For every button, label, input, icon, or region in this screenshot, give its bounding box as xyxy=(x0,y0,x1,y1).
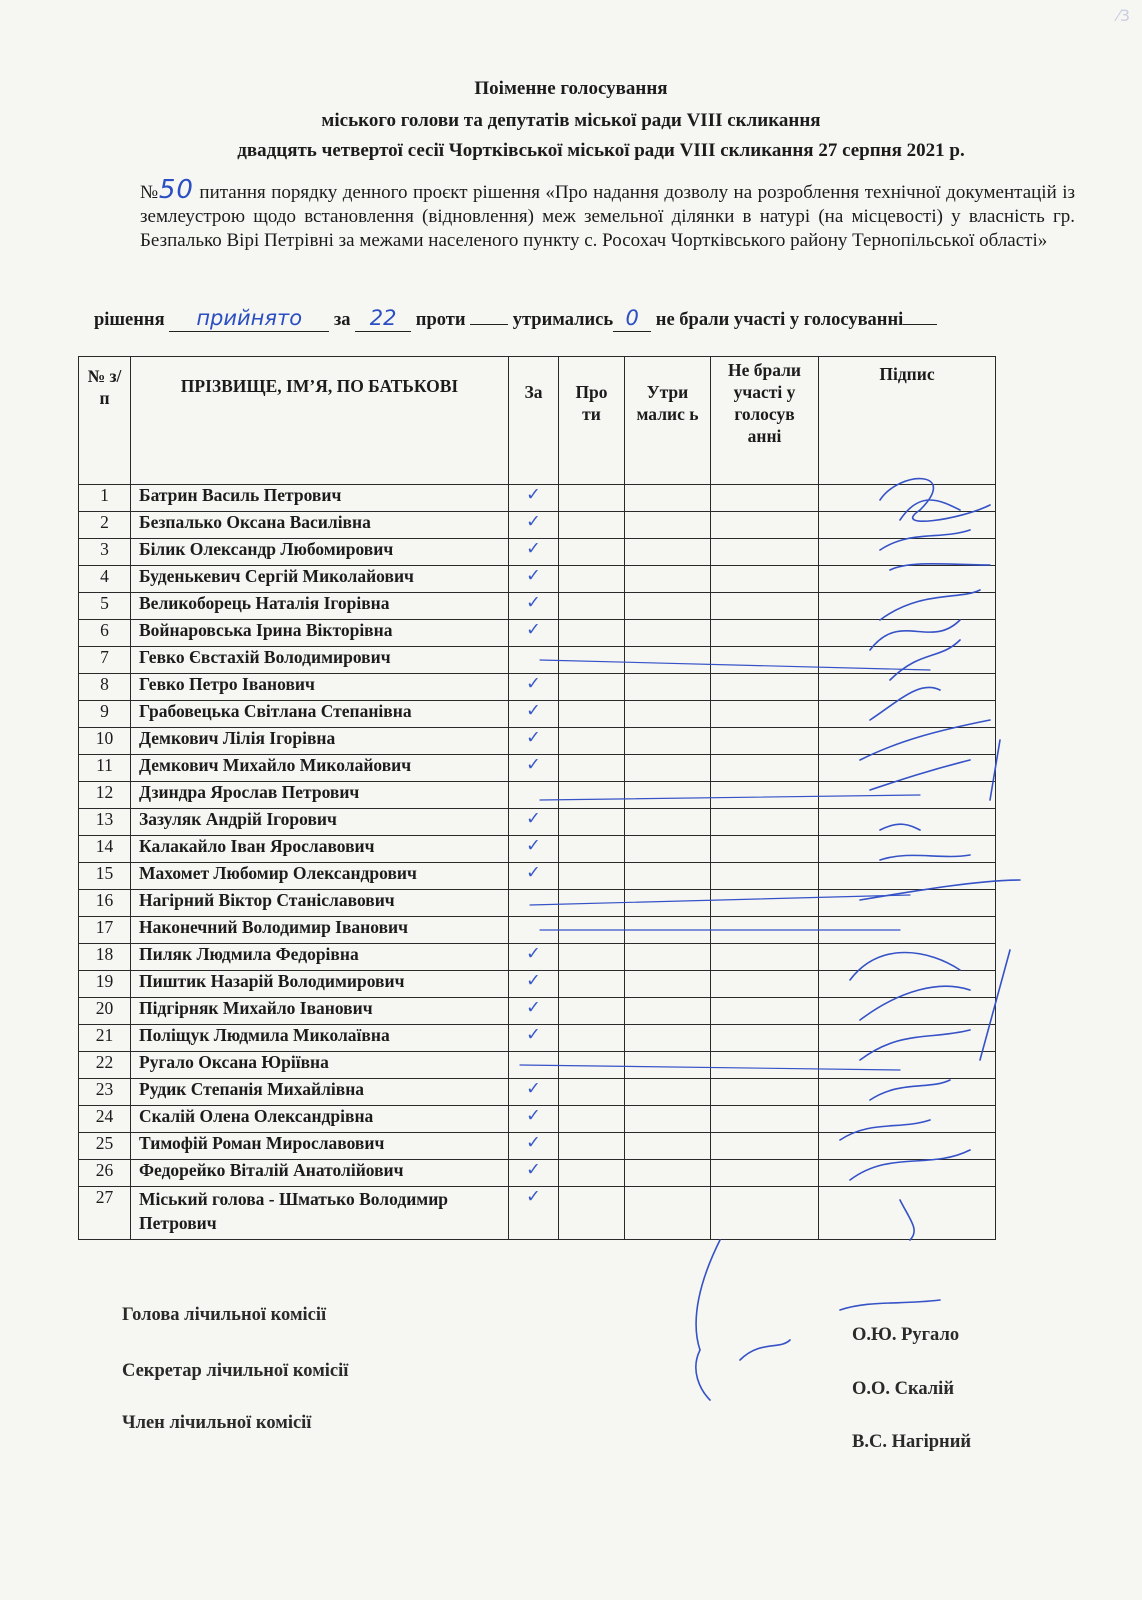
vote-for-cell: ✓ xyxy=(509,512,559,539)
vote-against-cell xyxy=(559,998,625,1025)
item-number-handwritten: 50 xyxy=(158,175,194,205)
vote-against-cell xyxy=(559,1160,625,1187)
vote-for-cell: ✓ xyxy=(509,944,559,971)
signature-cell xyxy=(819,1106,996,1133)
vote-not-voted-cell xyxy=(711,485,819,512)
signature-cell xyxy=(819,1079,996,1106)
vote-against-cell xyxy=(559,917,625,944)
table-row xyxy=(79,755,996,782)
vote-abstained-cell xyxy=(625,971,711,998)
signature-cell xyxy=(819,998,996,1025)
col-header-number: № з/п xyxy=(79,357,131,485)
not-voted-label: не брали участі у голосуванні xyxy=(655,310,904,330)
col-header-not-voted: Не брали участі у голосув анні xyxy=(711,357,819,485)
row-number: 8 xyxy=(79,674,131,701)
signature-cell xyxy=(819,593,996,620)
vote-not-voted-cell xyxy=(711,944,819,971)
vote-for-cell: ✓ xyxy=(509,755,559,782)
vote-abstained-cell xyxy=(625,1187,711,1240)
signature-cell xyxy=(819,1025,996,1052)
vote-not-voted-cell xyxy=(711,620,819,647)
voting-table-body xyxy=(79,485,996,1240)
col-header-signature: Підпис xyxy=(819,357,996,485)
deputy-name: Міський голова - Шматько Володимир Петрович xyxy=(131,1187,509,1240)
vote-against-cell xyxy=(559,755,625,782)
vote-abstained-cell xyxy=(625,539,711,566)
vote-abstained-cell xyxy=(625,593,711,620)
table-row xyxy=(79,971,996,998)
row-number: 27 xyxy=(79,1187,131,1240)
table-row xyxy=(79,566,996,593)
vote-against-cell xyxy=(559,782,625,809)
deputy-name: Нагірний Віктор Станіславович xyxy=(131,890,509,917)
vote-against-cell xyxy=(559,539,625,566)
deputy-name: Демкович Михайло Миколайович xyxy=(131,755,509,782)
vote-abstained-cell xyxy=(625,566,711,593)
vote-abstained-cell xyxy=(625,1133,711,1160)
row-number: 9 xyxy=(79,701,131,728)
vote-not-voted-cell xyxy=(711,863,819,890)
vote-against-cell xyxy=(559,1079,625,1106)
vote-not-voted-cell xyxy=(711,728,819,755)
vote-against-cell xyxy=(559,809,625,836)
vote-abstained-cell xyxy=(625,917,711,944)
signature-cell xyxy=(819,728,996,755)
vote-abstained-cell xyxy=(625,1025,711,1052)
row-number: 14 xyxy=(79,836,131,863)
vote-against-cell xyxy=(559,890,625,917)
row-number: 3 xyxy=(79,539,131,566)
deputy-name: Скалій Олена Олександрівна xyxy=(131,1106,509,1133)
signature-cell xyxy=(819,701,996,728)
vote-not-voted-cell xyxy=(711,1052,819,1079)
deputy-name: Білик Олександр Любомирович xyxy=(131,539,509,566)
vote-abstained-cell xyxy=(625,1079,711,1106)
vote-for-cell: ✓ xyxy=(509,1133,559,1160)
vote-for-cell xyxy=(509,647,559,674)
deputy-name: Гевко Євстахій Володимирович xyxy=(131,647,509,674)
signature-cell xyxy=(819,917,996,944)
table-row xyxy=(79,1187,996,1240)
member-label: Член лічильної комісії xyxy=(122,1413,312,1433)
row-number: 18 xyxy=(79,944,131,971)
row-number: 6 xyxy=(79,620,131,647)
vote-not-voted-cell xyxy=(711,1106,819,1133)
pencil-corner-mark: ⁄3 xyxy=(1117,6,1130,25)
deputy-name: Пиляк Людмила Федорівна xyxy=(131,944,509,971)
table-row xyxy=(79,1160,996,1187)
table-row xyxy=(79,674,996,701)
for-label: за xyxy=(333,310,351,330)
signature-cell xyxy=(819,1133,996,1160)
vote-not-voted-cell xyxy=(711,782,819,809)
deputy-name: Великоборець Наталія Ігорівна xyxy=(131,593,509,620)
vote-abstained-cell xyxy=(625,998,711,1025)
table-row xyxy=(79,782,996,809)
col-header-abstained: Утри малис ь xyxy=(625,357,711,485)
signature-cell xyxy=(819,944,996,971)
row-number: 7 xyxy=(79,647,131,674)
vote-not-voted-cell xyxy=(711,809,819,836)
row-number: 13 xyxy=(79,809,131,836)
signature-cell xyxy=(819,485,996,512)
deputy-name: Дзиндра Ярослав Петрович xyxy=(131,782,509,809)
signature-cell xyxy=(819,755,996,782)
row-number: 25 xyxy=(79,1133,131,1160)
deputy-name: Махомет Любомир Олександрович xyxy=(131,863,509,890)
vote-abstained-cell xyxy=(625,728,711,755)
abstained-count: 0 xyxy=(625,306,639,330)
secretary-label: Секретар лічильної комісії xyxy=(122,1361,349,1381)
vote-against-cell xyxy=(559,1106,625,1133)
item-number-prefix: № xyxy=(140,182,159,203)
vote-against-cell xyxy=(559,863,625,890)
signature-cell xyxy=(819,539,996,566)
vote-against-cell xyxy=(559,1133,625,1160)
table-row xyxy=(79,998,996,1025)
vote-not-voted-cell xyxy=(711,674,819,701)
signature-cell xyxy=(819,674,996,701)
vote-against-cell xyxy=(559,1025,625,1052)
table-row xyxy=(79,836,996,863)
vote-abstained-cell xyxy=(625,1106,711,1133)
vote-for-cell xyxy=(509,782,559,809)
vote-not-voted-cell xyxy=(711,1133,819,1160)
signature-stroke xyxy=(696,1240,720,1400)
table-row xyxy=(79,593,996,620)
vote-not-voted-cell xyxy=(711,1187,819,1240)
vote-not-voted-cell xyxy=(711,836,819,863)
row-number: 23 xyxy=(79,1079,131,1106)
vote-not-voted-cell xyxy=(711,539,819,566)
vote-for-cell: ✓ xyxy=(509,674,559,701)
vote-against-cell xyxy=(559,566,625,593)
signature-cell xyxy=(819,647,996,674)
vote-abstained-cell xyxy=(625,944,711,971)
signature-stroke xyxy=(840,1300,940,1310)
vote-for-cell: ✓ xyxy=(509,701,559,728)
vote-for-cell: ✓ xyxy=(509,1187,559,1240)
signature-cell xyxy=(819,809,996,836)
table-row xyxy=(79,1052,996,1079)
row-number: 16 xyxy=(79,890,131,917)
vote-abstained-cell xyxy=(625,620,711,647)
deputy-name: Рудик Степанія Михайлівна xyxy=(131,1079,509,1106)
vote-abstained-cell xyxy=(625,863,711,890)
vote-for-cell: ✓ xyxy=(509,863,559,890)
table-row xyxy=(79,701,996,728)
row-number: 19 xyxy=(79,971,131,998)
vote-for-cell: ✓ xyxy=(509,566,559,593)
signature-stroke xyxy=(740,1340,790,1360)
row-number: 2 xyxy=(79,512,131,539)
table-row xyxy=(79,917,996,944)
vote-against-cell xyxy=(559,1052,625,1079)
against-label: проти xyxy=(415,310,466,330)
signature-cell xyxy=(819,620,996,647)
vote-against-cell xyxy=(559,836,625,863)
abstained-label: утримались xyxy=(512,310,614,330)
vote-for-cell xyxy=(509,917,559,944)
deputy-name: Поліщук Людмила Миколаївна xyxy=(131,1025,509,1052)
vote-for-cell: ✓ xyxy=(509,971,559,998)
col-header-name: ПРІЗВИЩЕ, ІМ’Я, ПО БАТЬКОВІ xyxy=(131,357,509,485)
deputy-name: Калакайло Іван Ярославович xyxy=(131,836,509,863)
deputy-name: Федорейко Віталій Анатолійович xyxy=(131,1160,509,1187)
decision-value: прийнято xyxy=(196,306,303,330)
vote-abstained-cell xyxy=(625,1052,711,1079)
deputy-name: Пиштик Назарій Володимирович xyxy=(131,971,509,998)
table-row xyxy=(79,647,996,674)
vote-abstained-cell xyxy=(625,755,711,782)
row-number: 4 xyxy=(79,566,131,593)
vote-not-voted-cell xyxy=(711,1160,819,1187)
vote-abstained-cell xyxy=(625,809,711,836)
row-number: 22 xyxy=(79,1052,131,1079)
signature-cell xyxy=(819,512,996,539)
signature-cell xyxy=(819,1052,996,1079)
deputy-name: Зазуляк Андрій Ігорович xyxy=(131,809,509,836)
vote-against-cell xyxy=(559,647,625,674)
vote-not-voted-cell xyxy=(711,593,819,620)
vote-against-cell xyxy=(559,485,625,512)
vote-against-cell xyxy=(559,674,625,701)
signature-cell xyxy=(819,863,996,890)
row-number: 17 xyxy=(79,917,131,944)
vote-not-voted-cell xyxy=(711,998,819,1025)
row-number: 5 xyxy=(79,593,131,620)
table-row xyxy=(79,485,996,512)
signature-cell xyxy=(819,1187,996,1240)
col-header-against: Про ти xyxy=(559,357,625,485)
row-number: 24 xyxy=(79,1106,131,1133)
deputy-name: Войнаровська Ірина Вікторівна xyxy=(131,620,509,647)
vote-for-cell xyxy=(509,1052,559,1079)
decision-label: рішення xyxy=(94,310,165,330)
signature-cell xyxy=(819,566,996,593)
vote-for-cell: ✓ xyxy=(509,1079,559,1106)
vote-abstained-cell xyxy=(625,836,711,863)
vote-against-cell xyxy=(559,944,625,971)
vote-abstained-cell xyxy=(625,647,711,674)
session-line: двадцять четвертої сесії Чортківської міської ради VIII скликання 27 серпня 2021 р. xyxy=(237,140,965,161)
chair-label: Голова лічильної комісії xyxy=(122,1305,327,1325)
table-row xyxy=(79,512,996,539)
signature-cell xyxy=(819,1160,996,1187)
vote-for-cell: ✓ xyxy=(509,836,559,863)
vote-not-voted-cell xyxy=(711,647,819,674)
table-row xyxy=(79,1025,996,1052)
vote-not-voted-cell xyxy=(711,917,819,944)
deputy-name: Підгірняк Михайло Іванович xyxy=(131,998,509,1025)
vote-against-cell xyxy=(559,620,625,647)
vote-against-cell xyxy=(559,512,625,539)
vote-against-cell xyxy=(559,971,625,998)
vote-not-voted-cell xyxy=(711,1025,819,1052)
table-row xyxy=(79,1133,996,1160)
signature-cell xyxy=(819,890,996,917)
vote-for-cell: ✓ xyxy=(509,1025,559,1052)
for-count: 22 xyxy=(369,306,397,330)
vote-abstained-cell xyxy=(625,701,711,728)
decision-line xyxy=(94,306,1084,332)
signature-cell xyxy=(819,836,996,863)
table-row xyxy=(79,620,996,647)
table-row xyxy=(79,1106,996,1133)
vote-for-cell xyxy=(509,890,559,917)
deputy-name: Грабовецька Світлана Степанівна xyxy=(131,701,509,728)
col-header-for: За xyxy=(509,357,559,485)
row-number: 21 xyxy=(79,1025,131,1052)
row-number: 26 xyxy=(79,1160,131,1187)
vote-for-cell: ✓ xyxy=(509,809,559,836)
deputy-name: Гевко Петро Іванович xyxy=(131,674,509,701)
vote-not-voted-cell xyxy=(711,890,819,917)
vote-against-cell xyxy=(559,701,625,728)
deputy-name: Безпалько Оксана Василівна xyxy=(131,512,509,539)
deputy-name: Батрин Василь Петрович xyxy=(131,485,509,512)
vote-abstained-cell xyxy=(625,782,711,809)
vote-not-voted-cell xyxy=(711,512,819,539)
agenda-item-paragraph xyxy=(140,175,1075,253)
vote-not-voted-cell xyxy=(711,1079,819,1106)
signature-cell xyxy=(819,782,996,809)
vote-not-voted-cell xyxy=(711,971,819,998)
vote-for-cell: ✓ xyxy=(509,1106,559,1133)
vote-abstained-cell xyxy=(625,1160,711,1187)
vote-abstained-cell xyxy=(625,674,711,701)
document-title: Поіменне голосування xyxy=(474,78,668,99)
deputy-name: Буденькевич Сергій Миколайович xyxy=(131,566,509,593)
row-number: 10 xyxy=(79,728,131,755)
row-number: 20 xyxy=(79,998,131,1025)
row-number: 11 xyxy=(79,755,131,782)
table-row xyxy=(79,944,996,971)
vote-for-cell: ✓ xyxy=(509,485,559,512)
vote-for-cell: ✓ xyxy=(509,620,559,647)
vote-for-cell: ✓ xyxy=(509,1160,559,1187)
row-number: 1 xyxy=(79,485,131,512)
table-row xyxy=(79,809,996,836)
chair-name: О.Ю. Ругало xyxy=(852,1325,960,1345)
agenda-item-text: питання порядку денного проєкт рішення «Про надання дозволу на розроблення технічної документацій із землеустрою щодо встановлення (відновлення) меж земельної ділянки в натурі (на місцевості) у власність гр. Безпалько Вірі Петрівні за межами населеного пункту с. Росохач Чортківського району Тернопільської області» xyxy=(140,182,1075,251)
vote-abstained-cell xyxy=(625,485,711,512)
vote-against-cell xyxy=(559,593,625,620)
vote-not-voted-cell xyxy=(711,566,819,593)
table-row xyxy=(79,539,996,566)
deputy-name: Демкович Лілія Ігорівна xyxy=(131,728,509,755)
vote-abstained-cell xyxy=(625,890,711,917)
vote-abstained-cell xyxy=(625,512,711,539)
deputy-name: Наконечний Володимир Іванович xyxy=(131,917,509,944)
vote-for-cell: ✓ xyxy=(509,593,559,620)
table-row xyxy=(79,863,996,890)
table-row xyxy=(79,1079,996,1106)
deputy-name: Тимофій Роман Мирославович xyxy=(131,1133,509,1160)
vote-for-cell: ✓ xyxy=(509,728,559,755)
member-name: В.С. Нагірний xyxy=(852,1432,972,1452)
vote-against-cell xyxy=(559,728,625,755)
row-number: 15 xyxy=(79,863,131,890)
vote-not-voted-cell xyxy=(711,755,819,782)
voting-table xyxy=(78,356,996,1240)
deputy-name: Ругало Оксана Юріївна xyxy=(131,1052,509,1079)
document-subtitle: міського голови та депутатів міської ради VIII скликання xyxy=(321,110,821,131)
row-number: 12 xyxy=(79,782,131,809)
vote-for-cell: ✓ xyxy=(509,539,559,566)
vote-for-cell: ✓ xyxy=(509,998,559,1025)
table-row xyxy=(79,728,996,755)
table-row xyxy=(79,890,996,917)
vote-not-voted-cell xyxy=(711,701,819,728)
signature-cell xyxy=(819,971,996,998)
secretary-name: О.О. Скалій xyxy=(852,1379,954,1399)
vote-against-cell xyxy=(559,1187,625,1240)
